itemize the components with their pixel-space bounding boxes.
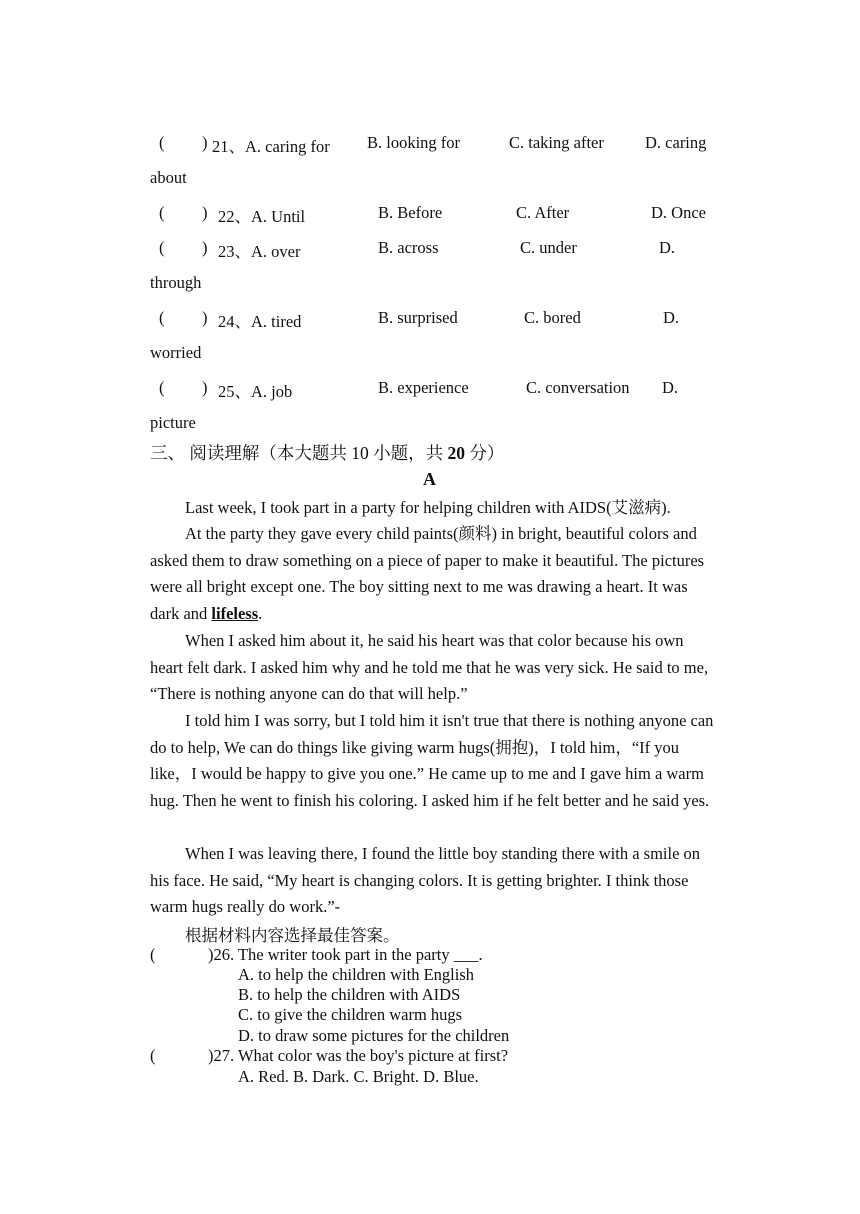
option-b: B. to help the children with AIDS: [238, 985, 461, 1004]
answer-paren-close: ): [202, 378, 208, 397]
option-d-wrap: through: [150, 273, 202, 292]
option-d-wrap: worried: [150, 343, 202, 362]
section-end: 分）: [469, 443, 505, 463]
passage-paragraph-1: Last week, I took part in a party for helping children with AIDS(艾滋病).: [185, 498, 671, 517]
passage-paragraph-2: [150, 521, 715, 628]
answer-paren-open: (: [159, 378, 165, 397]
option-c: C. under: [520, 238, 577, 257]
option-a: 23、A. over: [218, 242, 301, 261]
passage-paragraph-3: When I asked him about it, he said his heart was that color because his own heart felt dark. I asked him why and he told me that he was very sick. He said to me, “There is nothing anyone can do that will help.”: [150, 631, 709, 704]
option-b: B. Before: [378, 203, 443, 222]
answer-paren-close: ): [202, 238, 208, 257]
option-a: A. to help the children with English: [238, 965, 475, 984]
passage-label: A: [423, 469, 436, 489]
answer-paren-open: (: [159, 308, 165, 327]
option-d-wrap: picture: [150, 413, 196, 432]
underlined-word: lifeless: [211, 604, 259, 624]
section-mid: 小题，共: [373, 443, 444, 463]
question-stem: )27. What color was the boy's picture at first?: [208, 1046, 509, 1065]
instruction: 根据材料内容选择最佳答案。: [185, 926, 400, 945]
option-a: 24、A. tired: [218, 312, 302, 331]
option-c: C. taking after: [509, 133, 604, 152]
option-d: D.: [663, 308, 680, 327]
answer-paren-close: ): [202, 308, 208, 327]
answer-paren: (: [150, 945, 156, 964]
option-c: C. After: [516, 203, 570, 222]
section-heading: [150, 440, 504, 465]
question-count: 10: [351, 443, 369, 463]
answer-paren: (: [150, 1046, 156, 1065]
question-stem: )26. The writer took part in the party ___.: [208, 945, 483, 964]
passage-paragraph-4: I told him I was sorry, but I told him it isn't true that there is nothing anyone can do to help, We can do things like giving warm hugs(拥抱)，I told him，“If you like，I would be happy to give you one.” He came up to me and I gave him a warm hug. Then he went to finish his coloring. I asked him if he felt better and he said yes.: [150, 711, 714, 811]
option-d: D.: [662, 378, 679, 397]
option-d: D. Once: [651, 203, 706, 222]
option-c: C. conversation: [526, 378, 630, 397]
option-a: 21、A. caring for: [212, 137, 330, 156]
answer-paren-open: (: [159, 203, 165, 222]
answer-paren-open: (: [159, 238, 165, 257]
option-b: B. surprised: [378, 308, 458, 327]
option-b: B. across: [378, 238, 439, 257]
option-b: B. experience: [378, 378, 469, 397]
option-d-wrap: about: [150, 168, 187, 187]
option-a: 25、A. job: [218, 382, 293, 401]
paragraph-2-text: At the party they gave every child paints(颜料) in bright, beautiful colors and asked them to draw something on a piece of paper to make it beautiful. The pictures were all bright except one. The boy sitting next to me was drawing a heart. It was dark and: [150, 524, 705, 624]
option-c: C. bored: [524, 308, 581, 327]
option-d: D. to draw some pictures for the children: [238, 1026, 510, 1045]
passage-paragraph-5: When I was leaving there, I found the little boy standing there with a smile on his face. He said, “My heart is changing colors. It is getting brighter. I think those warm hugs really do work.”-: [150, 844, 701, 917]
option-d: D. caring: [645, 133, 707, 152]
option-a: 22、A. Until: [218, 207, 306, 226]
section-title: 三、 阅读理解（本大题共: [150, 443, 347, 463]
answer-paren-close: ): [202, 203, 208, 222]
option-b: B. looking for: [367, 133, 461, 152]
option-c: C. to give the children warm hugs: [238, 1005, 463, 1024]
answer-paren-open: (: [159, 133, 165, 152]
paragraph-2-end: .: [258, 604, 263, 624]
answer-paren-close: ): [202, 133, 208, 152]
total-points: 20: [447, 443, 465, 463]
option-d: D.: [659, 238, 676, 257]
options-line: A. Red. B. Dark. C. Bright. D. Blue.: [238, 1067, 479, 1086]
